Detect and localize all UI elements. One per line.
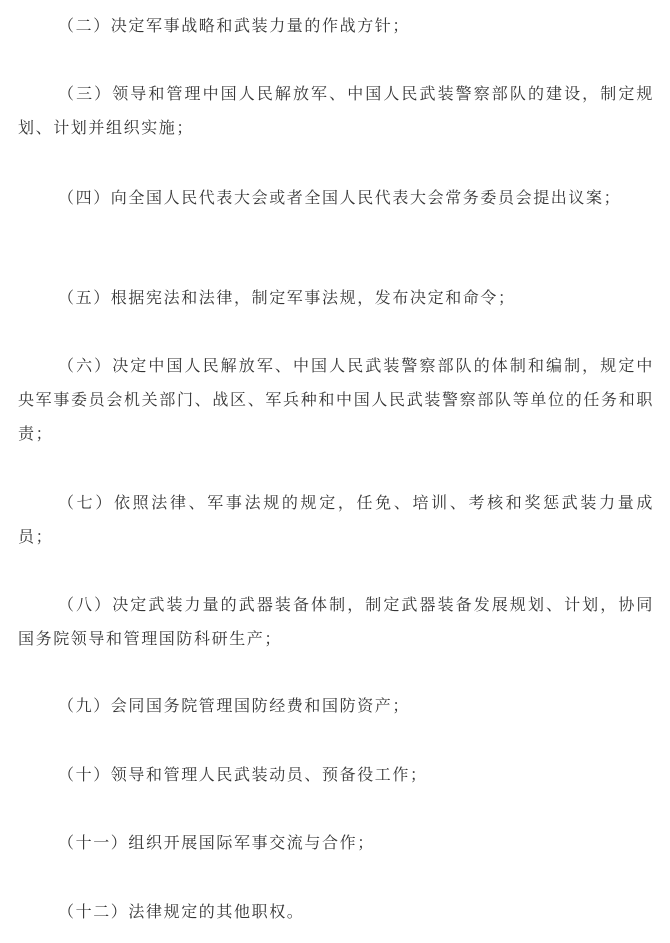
paragraph-12: （十二）法律规定的其他职权。 [58,902,305,921]
paragraph-2: （二）决定军事战略和武装力量的作战方针； [58,16,411,35]
paragraph-4: （四）向全国人民代表大会或者全国人民代表大会常务委员会提出议案； [58,188,622,207]
paragraph-10: （十）领导和管理人民武装动员、预备役工作； [58,765,428,784]
paragraph-9: （九）会同国务院管理国防经费和国防资产； [58,696,411,715]
paragraph-8: （八）决定武装力量的武器装备体制，制定武器装备发展规划、计划，协同国务院领导和管理国防科研生产； [18,595,654,648]
paragraph-7: （七）依照法律、军事法规的规定，任免、培训、考核和奖惩武装力量成员； [18,493,654,546]
paragraph-6: （六）决定中国人民解放军、中国人民武装警察部队的体制和编制，规定中央军事委员会机关部门、战区、军兵种和中国人民武装警察部队等单位的任务和职责； [18,356,654,443]
paragraph-11: （十一）组织开展国际军事交流与合作； [58,833,375,852]
paragraph-5: （五）根据宪法和法律，制定军事法规，发布决定和命令； [58,288,516,307]
paragraph-3: （三）领导和管理中国人民解放军、中国人民武装警察部队的建设，制定规划、计划并组织实施； [18,84,654,137]
